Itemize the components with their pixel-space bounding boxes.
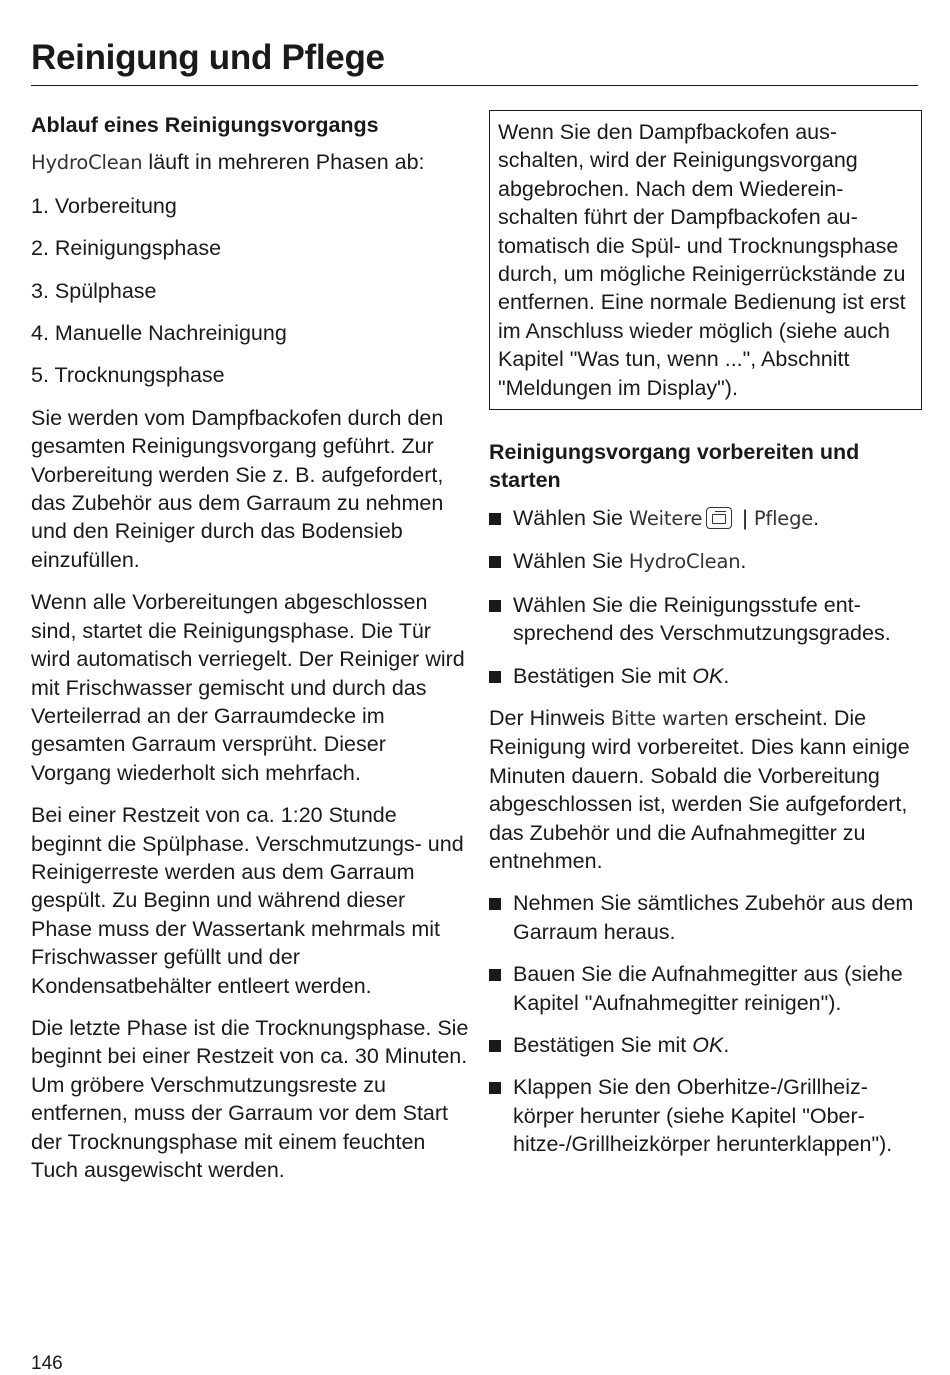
page-title: Reinigung und Pflege	[31, 38, 385, 77]
note-text: Wenn Sie den Dampfbackofen ausschalten, wird der Reinigungsvorgang abgebrochen. Nach dem Wiedereinschalten führt der Dampfbackofen automatisch die Spül- und Trocknungsphase durch, um mögliche Reinigerrückstände zu entfernen. Eine normale Bedienung ist erst im Anschluss wieder möglich (siehe auch Kapitel "Was tun, wenn ...", Abschnitt "Meldungen im Display").	[498, 120, 906, 400]
ok-term: OK	[692, 1032, 724, 1057]
section-heading-cleaning-process: Ablauf eines Reinigungsvorgangs	[31, 113, 379, 137]
bullet-square-icon	[489, 969, 501, 981]
page-number: 146	[31, 1353, 63, 1374]
body-paragraph: Bei einer Restzeit von ca. 1:20 Stunde beginnt die Spülphase. Verschmutzungs- und Reinigerreste werden aus dem Garraum gespült. Zu Beginn und während dieser Phase muss der Wassertank mehrmals mit Frischwasser gefüllt und der Kondensatbehälter entleert werden.	[31, 803, 464, 998]
section-heading-prepare-start: Reinigungsvorgang vorbereiten und starten	[489, 440, 860, 493]
phase-item: 1. Vorbereitung	[31, 193, 177, 218]
punctuation: .	[723, 1032, 730, 1057]
instruction-text: Bestätigen Sie mit	[513, 663, 693, 688]
body-paragraph: Die letzte Phase ist die Trocknungsphase. Sie beginnt bei einer Restzeit von ca. 30 Minuten. Um gröbere Verschmutzungsreste zu entfernen, muss der Garraum vor dem Start der Trocknungsphase mit einem feuchten Tuch ausgewischt werden.	[31, 1015, 469, 1182]
hint-text: Der Hinweis	[489, 705, 611, 730]
hydroclean-term: HydroClean	[31, 151, 143, 175]
instruction-text: Nehmen Sie sämtliches Zubehör aus dem Garraum heraus.	[513, 891, 914, 944]
bullet-square-icon	[489, 1082, 501, 1094]
phase-item: 5. Trocknungsphase	[31, 363, 225, 388]
hint-paragraph	[489, 704, 921, 875]
phase-item: 4. Manuelle Nachreinigung	[31, 321, 287, 346]
punctuation: .	[740, 549, 747, 574]
left-column	[31, 110, 471, 1198]
menu-term-hydroclean: HydroClean	[628, 550, 741, 574]
bullet-square-icon	[489, 1040, 501, 1052]
punctuation: .	[723, 663, 730, 688]
menu-separator: |	[736, 505, 754, 530]
phase-item: 3. Spülphase	[31, 278, 157, 303]
intro-paragraph	[31, 148, 471, 177]
bullet-square-icon	[489, 898, 501, 910]
phase-list	[31, 192, 471, 390]
body-paragraph: Wenn alle Vorbereitungen abgeschlossen sind, startet die Reinigungsphase. Die Tür wird automatisch verriegelt. Der Reiniger wird mit Frischwasser gemischt und durch das Verteilerrad an der Garraumdecke im gesamten Garraum versprüht. Dieser Vorgang wiederholt sich mehrfach.	[31, 590, 465, 785]
instruction-item	[489, 1073, 921, 1158]
bullet-square-icon	[489, 513, 501, 525]
instruction-list	[489, 889, 921, 1158]
bullet-square-icon	[489, 556, 501, 568]
instruction-text: Bestätigen Sie mit	[513, 1032, 693, 1057]
instruction-text: Wählen Sie die Reinigungsstufe entsprechend des Verschmutzungsgrades.	[513, 592, 891, 646]
right-column	[489, 110, 921, 1173]
punctuation: .	[813, 505, 820, 530]
note-box	[489, 110, 922, 410]
intro-text: läuft in mehreren Phasen ab:	[142, 150, 425, 175]
instruction-text: Bauen Sie die Aufnahmegitter aus (siehe Kapitel "Aufnahmegitter reinigen").	[513, 962, 903, 1015]
instruction-item	[489, 889, 921, 946]
ok-term: OK	[692, 663, 724, 688]
menu-term-weitere: Weitere	[628, 506, 703, 530]
instruction-text: Wählen Sie	[513, 505, 629, 530]
instruction-item	[489, 960, 921, 1017]
display-message-term: Bitte warten	[610, 706, 729, 730]
instruction-item	[489, 1031, 921, 1059]
instruction-item	[489, 504, 921, 533]
bullet-square-icon	[489, 600, 501, 612]
instruction-text: Klappen Sie den Oberhitze-/Grillheizkörper herunter (siehe Kapitel "Oberhitze-/Grillheizkörper herunterklappen").	[513, 1075, 893, 1157]
instruction-list	[489, 504, 921, 690]
hint-text: erscheint. Die Reinigung wird vorbereitet. Dies kann einige Minuten dauern. Sobald die Vorbereitung abgeschlossen ist, werden Sie aufgefordert, das Zubehör und die Aufnahmegitter zu entnehmen.	[489, 705, 910, 873]
instruction-text: Wählen Sie	[513, 549, 629, 574]
instruction-item	[489, 662, 921, 690]
instruction-item	[489, 591, 921, 648]
title-divider	[31, 85, 918, 86]
instruction-item	[489, 547, 921, 576]
bullet-square-icon	[489, 671, 501, 683]
menu-more-icon	[706, 507, 732, 529]
menu-term-pflege: Pflege	[753, 506, 814, 530]
phase-item: 2. Reinigungsphase	[31, 236, 222, 261]
body-paragraph: Sie werden vom Dampfbackofen durch den gesamten Reinigungsvorgang geführt. Zur Vorbereitung werden Sie z. B. aufgefordert, das Zubehör aus dem Garraum zu nehmen und den Reiniger durch das Bodensieb einzufüllen.	[31, 405, 444, 572]
